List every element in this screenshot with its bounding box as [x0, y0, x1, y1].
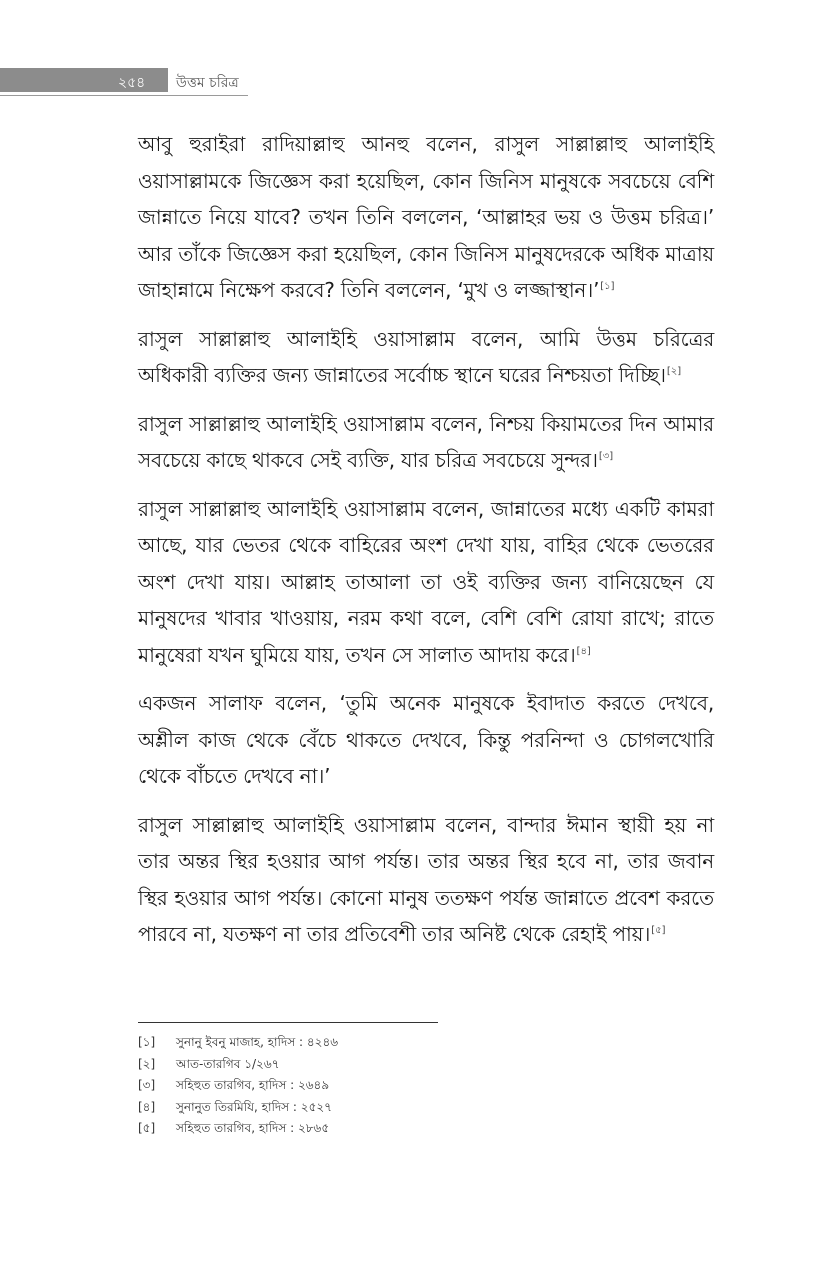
paragraph-3 — [138, 406, 714, 479]
paragraph-text: আবু হুরাইরা রাদিয়াল্লাহু আনহু বলেন, রাসুল সাল্লাল্লাহু আলাইহি ওয়াসাল্লামকে জিজ্ঞেস করা হয়েছিল, কোন জিনিস মানুষকে সবচেয়ে বেশি জান্নাতে নিয়ে যাবে? তখন তিনি বললেন, ‘আল্লাহর ভয় ও উত্তম চরিত্র।’ আর তাঁকে জিজ্ঞেস করা হয়েছিল, কোন জিনিস মানুষদেরকে অধিক মাত্রায় জাহান্নামে নিক্ষেপ করবে? তিনি বললেন, ‘মুখ ও লজ্জাস্থান।’ — [138, 132, 714, 302]
paragraph-1 — [138, 126, 714, 309]
footnote-4 — [138, 1097, 714, 1119]
footnote-marker: [৩] — [138, 1078, 156, 1092]
main-text — [138, 126, 714, 965]
paragraph-2 — [138, 321, 714, 394]
running-header — [0, 68, 250, 98]
footnote-text: সহিহুত তারগিব, হাদিস : ২৮৬৫ — [176, 1121, 330, 1135]
footnote-marker: [১] — [138, 1035, 156, 1049]
footnote-ref[interactable]: [৩] — [598, 451, 614, 463]
footnote-marker: [২] — [138, 1056, 156, 1071]
footnote-text: সুনানু ইবনু মাজাহ, হাদিস : ৪২৪৬ — [176, 1035, 339, 1049]
page-number: ২৫৪ — [118, 75, 146, 91]
paragraph-text: রাসুল সাল্লাল্লাহু আলাইহি ওয়াসাল্লাম বলেন, নিশ্চয় কিয়ামতের দিন আমার সবচেয়ে কাছে থাকবে সেই ব্যক্তি, যার চরিত্র সবচেয়ে সুন্দর। — [138, 411, 714, 472]
footnote-text: সুনানুত তিরমিযি, হাদিস : ২৫২৭ — [176, 1099, 332, 1114]
paragraph-text: রাসুল সাল্লাল্লাহু আলাইহি ওয়াসাল্লাম বলেন, জান্নাতের মধ্যে একটি কামরা আছে, যার ভেতর থেকে বাহিরের অংশ দেখা যায়, বাহির থেকে ভেতরের অংশ দেখা যায়। আল্লাহ তাআলা তা ওই ব্যক্তির জন্য বানিয়েছেন যে মানুষদের খাবার খাওয়ায়, নরম কথা বলে, বেশি বেশি রোযা রাখে; রাতে মানুষেরা যখন ঘুমিয়ে যায়, তখন সে সালাত আদায় করে। — [138, 496, 714, 667]
header-rule — [0, 95, 248, 96]
footnote-ref[interactable]: [১] — [600, 281, 615, 293]
book-title: উত্তম চরিত্র — [176, 75, 239, 91]
footnote-marker: [৫] — [138, 1121, 156, 1135]
footnote-2 — [138, 1054, 714, 1076]
footnote-1 — [138, 1032, 714, 1054]
paragraph-4 — [138, 491, 714, 674]
paragraph-text: একজন সালাফ বলেন, ‘তুমি অনেক মানুষকে ইবাদাত করতে দেখবে, অশ্লীল কাজ থেকে বেঁচে থাকতে দেখবে, কিন্তু পরনিন্দা ও চোগলখোরি থেকে বাঁচতে দেখবে না।’ — [138, 691, 714, 788]
paragraph-text: রাসুল সাল্লাল্লাহু আলাইহি ওয়াসাল্লাম বলেন, বান্দার ঈমান স্থায়ী হয় না তার অন্তর স্থির হওয়ার আগ পর্যন্ত। তার অন্তর স্থির হবে না, তার জবান স্থির হওয়ার আগ পর্যন্ত। কোনো মানুষ ততক্ষণ পর্যন্ত জান্নাতে প্রবেশ করতে পারবে না, যতক্ষণ না তার প্রতিবেশী তার অনিষ্ট থেকে রেহাই পায়। — [138, 812, 714, 946]
footnotes — [138, 1032, 714, 1140]
paragraph-text: রাসুল সাল্লাল্লাহু আলাইহি ওয়াসাল্লাম বলেন, আমি উত্তম চরিত্রের অধিকারী ব্যক্তির জন্য জান্নাতের সর্বোচ্চ স্থানে ঘরের নিশ্চয়তা দিচ্ছি। — [138, 326, 714, 387]
footnote-ref[interactable]: [২] — [666, 366, 682, 378]
footnote-marker: [৪] — [138, 1099, 156, 1114]
footnote-text: আত-তারগিব ১/২৬৭ — [176, 1056, 280, 1071]
footnote-ref[interactable]: [৫] — [651, 925, 666, 937]
footnote-ref[interactable]: [৪] — [576, 645, 591, 657]
footnote-text: সহিহুত তারগিব, হাদিস : ২৬৪৯ — [176, 1078, 330, 1092]
footnote-5 — [138, 1118, 714, 1140]
footnote-3 — [138, 1075, 714, 1097]
paragraph-6 — [138, 807, 714, 953]
paragraph-5 — [138, 685, 714, 795]
footnote-divider — [138, 1022, 438, 1023]
